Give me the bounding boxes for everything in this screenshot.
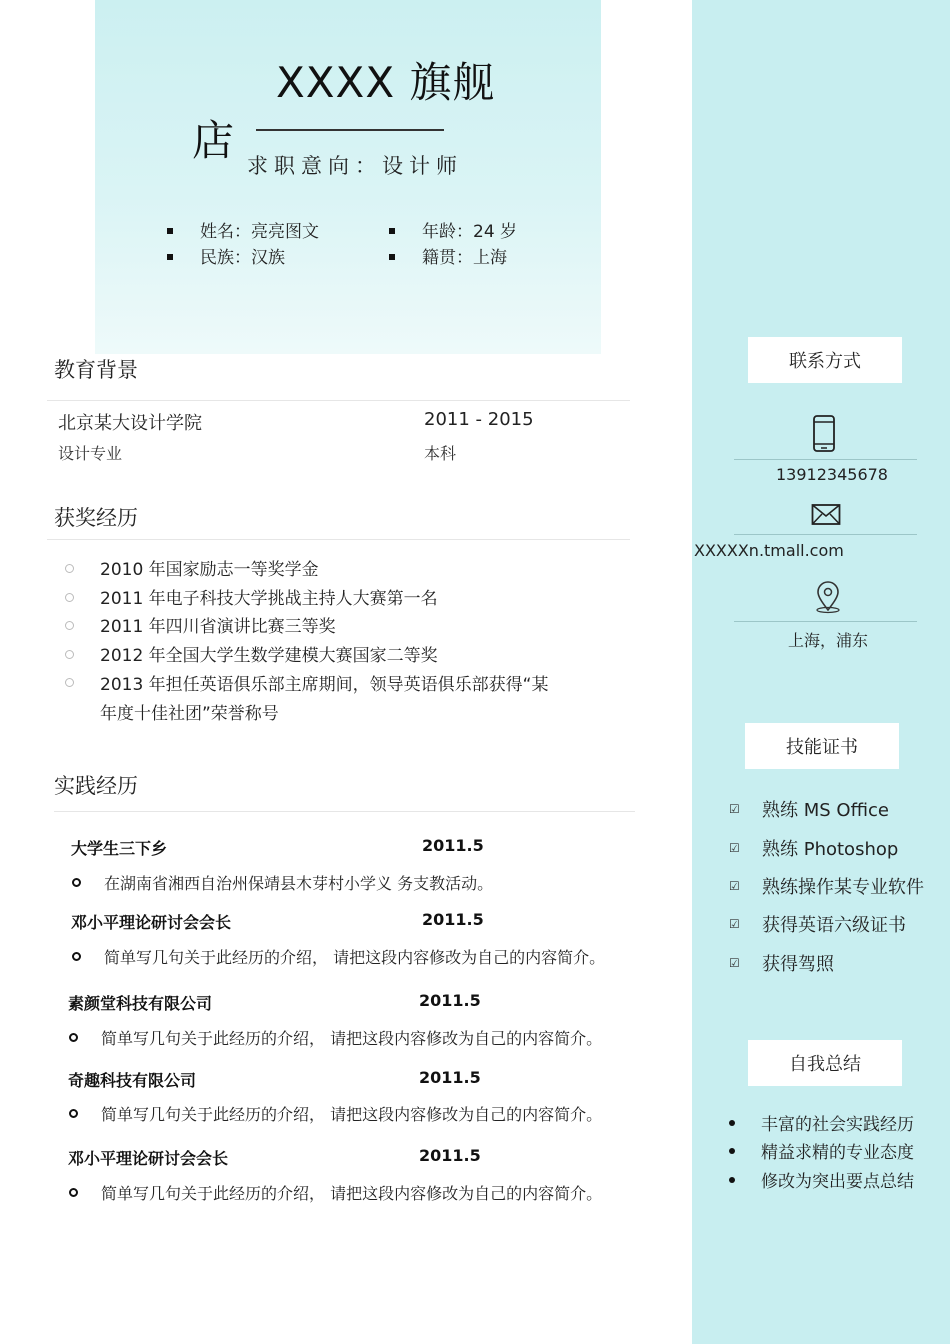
contact-phone: 13912345678 — [776, 465, 888, 484]
award-item: 2010 年国家励志一等奖学金 — [100, 560, 319, 580]
contact-title: 联系方式 — [748, 337, 902, 383]
checkbox-icon: ☑ — [729, 917, 740, 931]
skill-item: 获得驾照 — [762, 954, 834, 975]
location-pin-icon — [814, 580, 842, 614]
bullet-dot — [729, 1148, 735, 1154]
practice-desc: 简单写几句关于此经历的介绍， 请把这段内容修改为自己的内容简介。 — [104, 948, 606, 967]
bullet-circle — [65, 593, 74, 602]
practice-org: 邓小平理论研讨会会长 — [68, 1149, 229, 1168]
checkbox-icon: ☑ — [729, 802, 740, 816]
bullet-ring — [72, 952, 81, 961]
info-name: 姓名：亮亮图文 — [200, 222, 319, 242]
bullet-square — [389, 254, 395, 260]
bullet-circle — [65, 621, 74, 630]
award-item-continued: 年度十佳社团”荣誉称号 — [100, 704, 279, 724]
section-divider — [47, 400, 630, 401]
practice-date: 2011.5 — [419, 1146, 481, 1165]
summary-item: 精益求精的专业态度 — [761, 1143, 914, 1163]
awards-title: 获奖经历 — [54, 506, 138, 530]
page-title-line1: XXXX 旗舰 — [276, 58, 496, 107]
checkbox-icon: ☑ — [729, 841, 740, 855]
section-divider — [54, 811, 635, 812]
bullet-dot — [729, 1120, 735, 1126]
contact-divider — [734, 534, 917, 535]
bullet-circle — [65, 678, 74, 687]
bullet-circle — [65, 564, 74, 573]
practice-org: 大学生三下乡 — [71, 839, 168, 858]
mail-icon — [811, 503, 841, 527]
practice-org: 邓小平理论研讨会会长 — [71, 913, 232, 932]
bullet-ring — [69, 1188, 78, 1197]
practice-desc: 简单写几句关于此经历的介绍， 请把这段内容修改为自己的内容简介。 — [101, 1029, 603, 1048]
page-title-line2: 店 — [192, 116, 235, 165]
award-item: 2011 年四川省演讲比赛三等奖 — [100, 617, 336, 637]
bullet-square — [389, 228, 395, 234]
phone-icon — [812, 414, 836, 454]
practice-title: 实践经历 — [54, 774, 138, 798]
practice-desc: 在湖南省湘西自治州保靖县木芽村小学义 务支教活动。 — [104, 874, 494, 893]
education-degree: 本科 — [424, 444, 457, 463]
info-hometown: 籍贯：上海 — [422, 248, 507, 268]
bullet-ring — [69, 1033, 78, 1042]
practice-date: 2011.5 — [422, 910, 484, 929]
practice-desc: 简单写几句关于此经历的介绍， 请把这段内容修改为自己的内容简介。 — [101, 1105, 603, 1124]
bullet-circle — [65, 650, 74, 659]
education-school: 北京某大设计学院 — [58, 413, 202, 434]
bullet-ring — [72, 878, 81, 887]
award-item: 2012 年全国大学生数学建模大赛国家二等奖 — [100, 646, 438, 666]
info-age: 年龄：24 岁 — [422, 222, 518, 242]
award-item: 2013 年担任英语俱乐部主席期间，领导英语俱乐部获得“某 — [100, 675, 549, 695]
skills-title: 技能证书 — [745, 723, 899, 769]
bullet-square — [167, 254, 173, 260]
section-divider — [47, 539, 630, 540]
contact-address: 上海，浦东 — [788, 631, 869, 650]
bullet-dot — [729, 1177, 735, 1183]
summary-item: 丰富的社会实践经历 — [761, 1115, 914, 1135]
info-ethnicity: 民族：汉族 — [200, 248, 285, 268]
practice-org: 奇趣科技有限公司 — [68, 1071, 197, 1090]
skill-item: 熟练操作某专业软件 — [762, 877, 924, 898]
contact-email: XXXXXn.tmall.com — [694, 541, 844, 560]
bullet-square — [167, 228, 173, 234]
bullet-ring — [69, 1109, 78, 1118]
practice-org: 素颜堂科技有限公司 — [68, 994, 213, 1013]
education-title: 教育背景 — [54, 358, 138, 382]
practice-date: 2011.5 — [419, 1068, 481, 1087]
skill-item: 熟练 MS Office — [762, 800, 889, 821]
practice-date: 2011.5 — [422, 836, 484, 855]
contact-divider — [734, 459, 917, 460]
title-underline — [256, 129, 444, 131]
summary-title: 自我总结 — [748, 1040, 902, 1086]
checkbox-icon: ☑ — [729, 879, 740, 893]
education-major: 设计专业 — [58, 444, 123, 463]
education-years: 2011 - 2015 — [424, 409, 534, 430]
practice-desc: 简单写几句关于此经历的介绍， 请把这段内容修改为自己的内容简介。 — [101, 1184, 603, 1203]
skill-item: 熟练 Photoshop — [762, 839, 899, 860]
award-item: 2011 年电子科技大学挑战主持人大赛第一名 — [100, 589, 438, 609]
checkbox-icon: ☑ — [729, 956, 740, 970]
job-intent: 求职意向：设计师 — [247, 154, 463, 178]
skill-item: 获得英语六级证书 — [762, 915, 906, 936]
practice-date: 2011.5 — [419, 991, 481, 1010]
summary-item: 修改为突出要点总结 — [761, 1172, 914, 1192]
contact-divider — [734, 621, 917, 622]
